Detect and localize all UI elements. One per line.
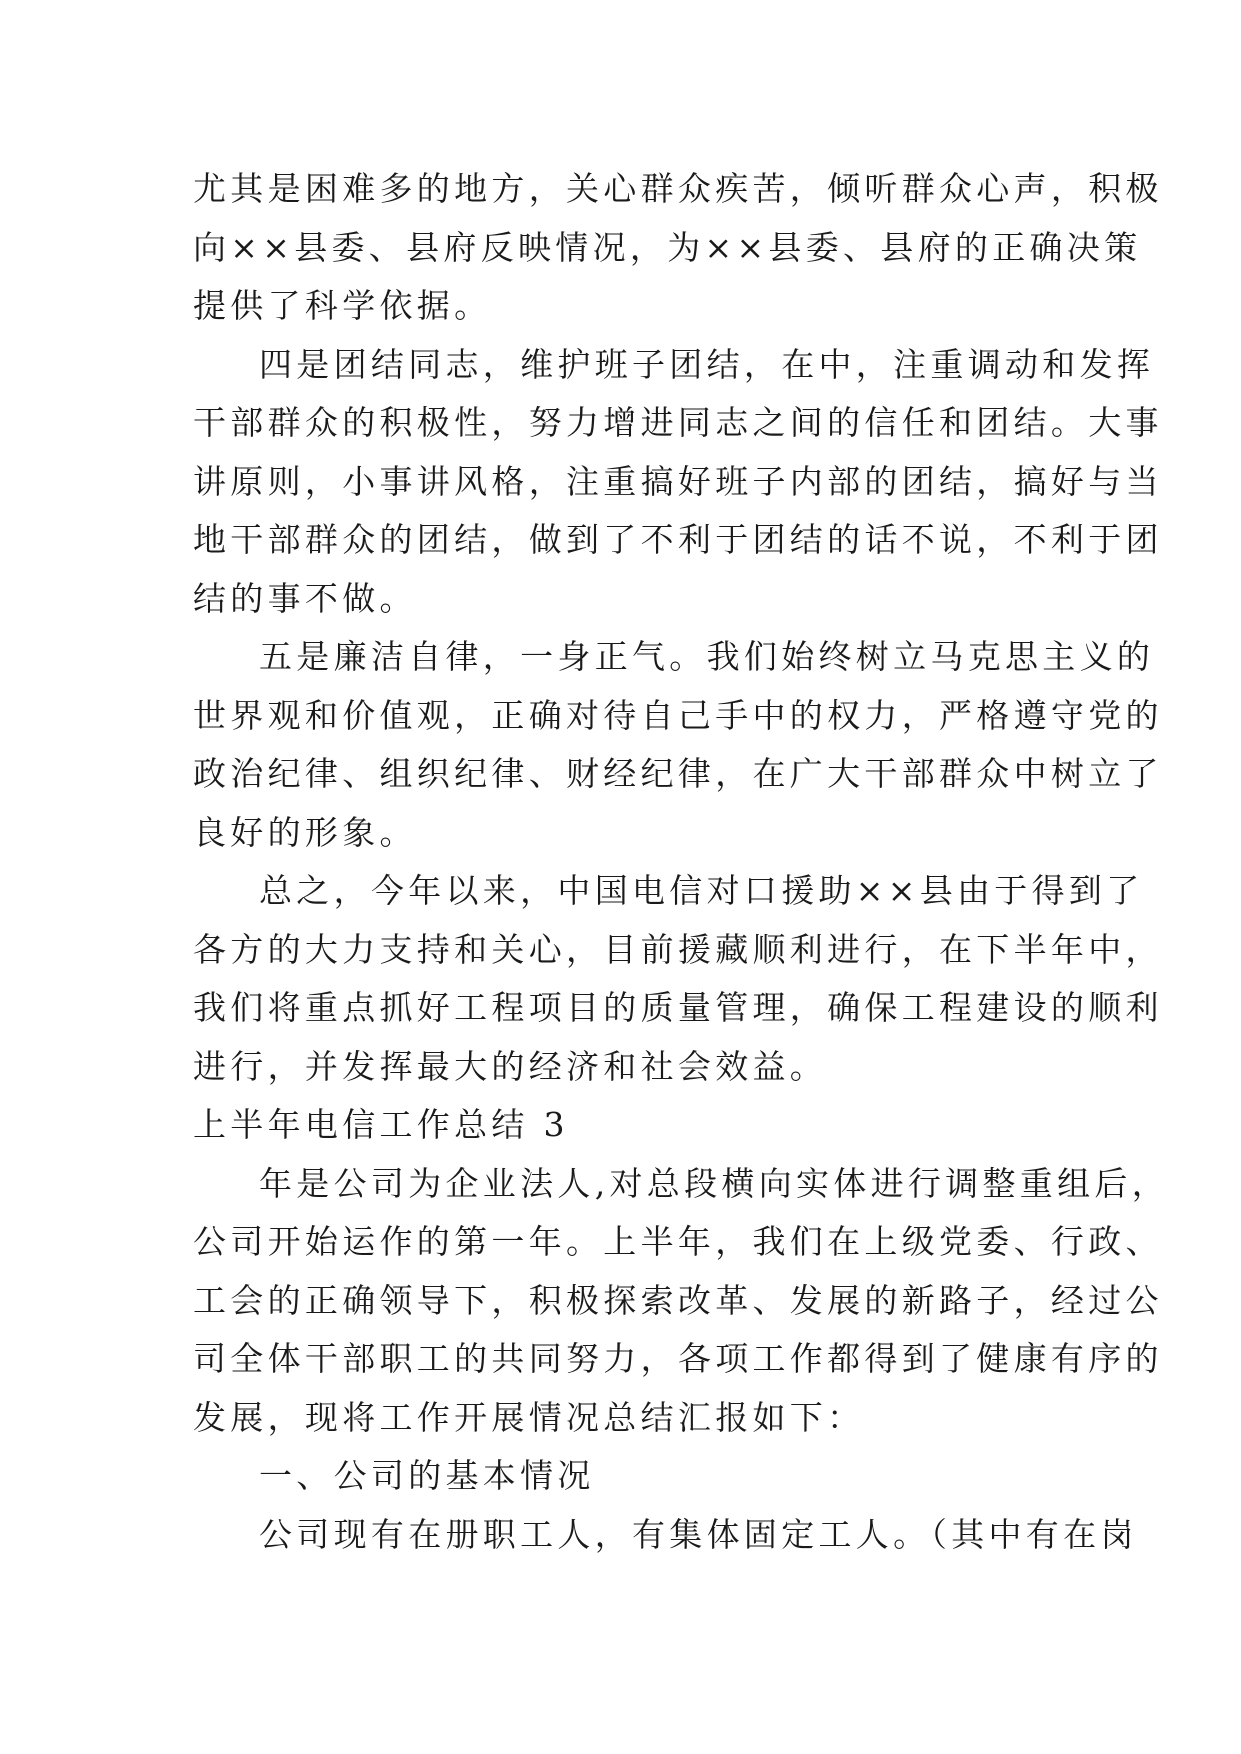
text-line: 讲原则，小事讲风格，注重搞好班子内部的团结，搞好与当 [193,461,1163,501]
text-line: 发展，现将工作开展情况总结汇报如下： [193,1397,865,1437]
text-line: 五是廉洁自律，一身正气。我们始终树立马克思主义的 [259,637,1155,676]
text-line: 良好的形象。 [193,812,417,852]
text-line: 公司开始运作的第一年。上半年，我们在上级党委、行政、 [193,1222,1163,1261]
text-line: 总之，今年以来，中国电信对口援助××县由于得到了 [259,871,1144,910]
text-line: 地干部群众的团结，做到了不利于团结的话不说，不利于团 [193,520,1163,559]
subsection-heading: 一、公司的基本情况 [259,1456,595,1495]
text-line: 公司现有在册职工人，有集体固定工人。（其中有在岗 [259,1514,1138,1554]
text-line: 政治纪律、组织纪律、财经纪律，在广大干部群众中树立了 [193,754,1163,793]
text-line: 四是团结同志，维护班子团结，在中，注重调动和发挥 [259,344,1155,384]
text-line: 世界观和价值观，正确对待自己手中的权力，严格遵守党的 [193,695,1163,735]
text-line: 司全体干部职工的共同努力，各项工作都得到了健康有序的 [193,1339,1163,1378]
text-line: 工会的正确领导下，积极探索改革、发展的新路子，经过公 [193,1280,1163,1320]
text-line: 结的事不做。 [193,578,417,618]
text-line: 尤其是困难多的地方，关心群众疾苦，倾听群众心声，积极 [193,169,1163,208]
text-line: 各方的大力支持和关心，目前援藏顺利进行，在下半年中， [193,929,1163,969]
section-heading: 上半年电信工作总结 3 [193,1105,569,1144]
text-line: 提供了科学依据。 [193,286,492,325]
text-line: 我们将重点抓好工程项目的质量管理，确保工程建设的顺利 [193,988,1163,1027]
document-body [193,160,1169,1564]
text-line: 进行，并发挥最大的经济和社会效益。 [193,1046,828,1086]
text-line: 干部群众的积极性，努力增进同志之间的信任和团结。大事 [193,403,1163,442]
text-line: 年是公司为企业法人,对总段横向实体进行调整重组后， [259,1163,1169,1203]
text-line: 向××县委、县府反映情况，为××县委、县府的正确决策 [193,227,1142,267]
